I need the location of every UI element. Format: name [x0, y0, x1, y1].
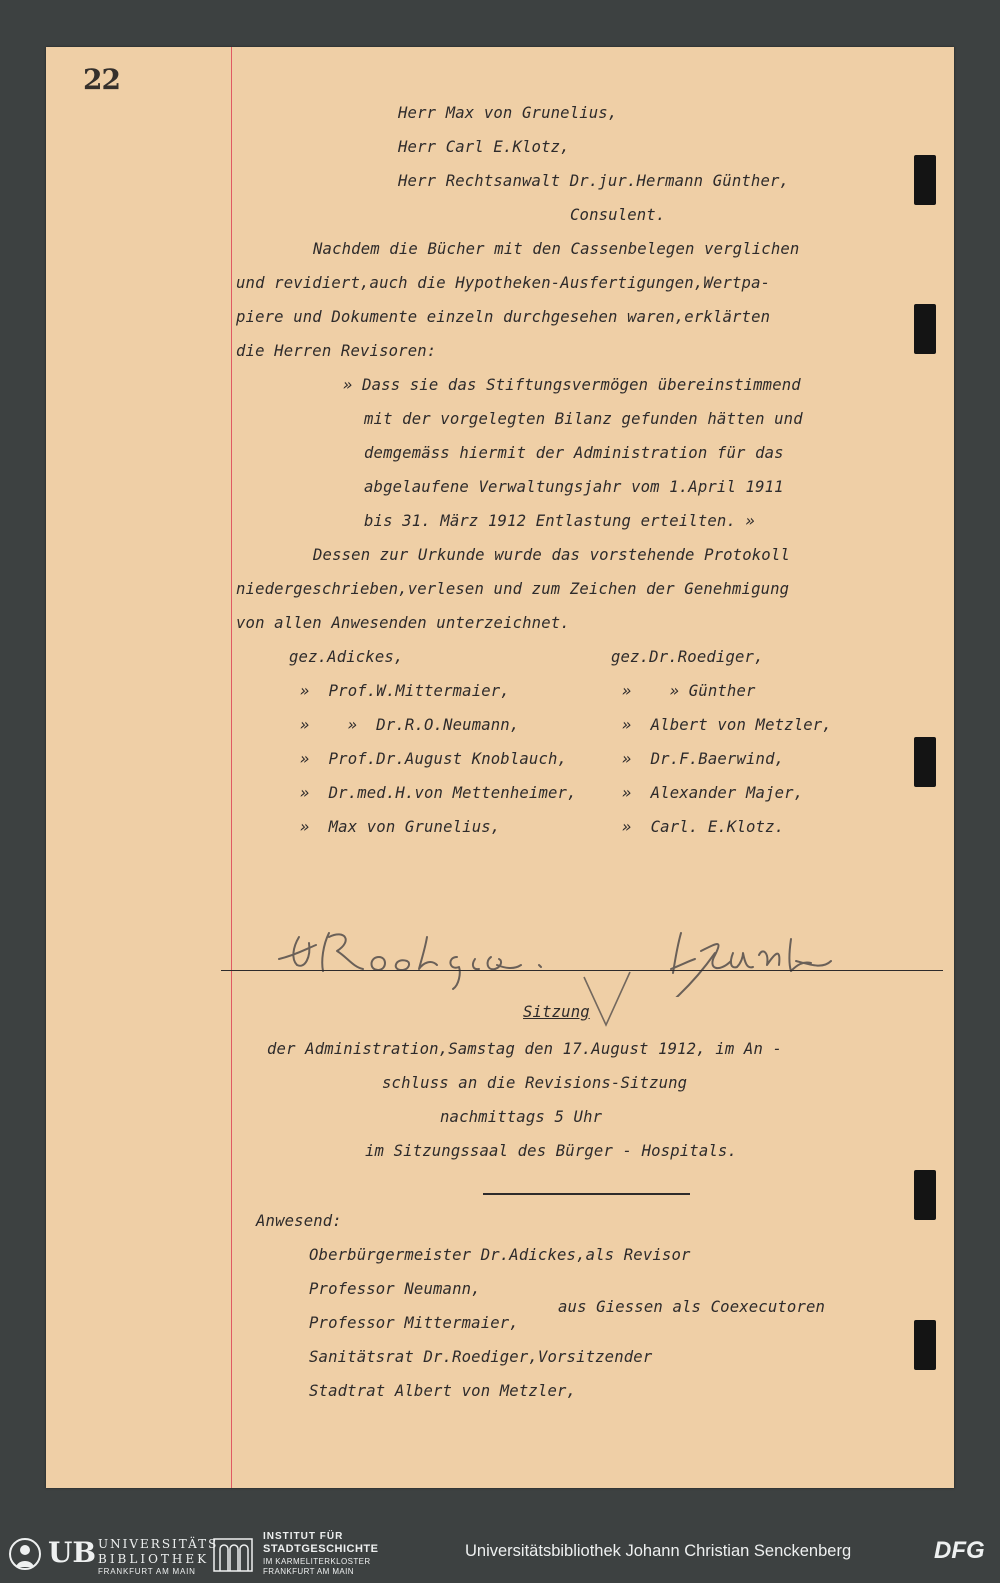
document-page: [46, 47, 954, 1488]
handwritten-signatures: [271, 877, 851, 997]
text-line: Dessen zur Urkunde wurde das vorstehende Protokoll: [313, 546, 790, 564]
signature-roediger: [279, 933, 541, 989]
signer-right: » Alexander Majer,: [622, 784, 804, 802]
institut-line: STADTGESCHICHTE: [263, 1543, 379, 1555]
session-line: nachmittags 5 Uhr: [440, 1108, 603, 1126]
library-name: Universitätsbibliothek Johann Christian Senckenberg: [465, 1542, 852, 1560]
institut-line: INSTITUT FÜR: [263, 1531, 344, 1542]
session-line: schluss an die Revisions-Sitzung: [382, 1074, 688, 1092]
institut-line: FRANKFURT AM MAIN: [263, 1567, 354, 1576]
text-line: Nachdem die Bücher mit den Cassenbelegen verglichen: [313, 240, 800, 258]
signer-left: » Max von Grunelius,: [300, 818, 501, 836]
signer-left: gez.Adickes,: [289, 648, 404, 666]
text-line: von allen Anwesenden unterzeichnet.: [236, 614, 570, 632]
text-line: niedergeschrieben,verlesen und zum Zeichen der Genehmigung: [236, 580, 790, 598]
attendee-line: Professor Mittermaier,: [309, 1314, 519, 1332]
session-heading: Sitzung: [523, 1003, 590, 1021]
text-line: Herr Max von Grunelius,: [398, 104, 618, 122]
text-line: abgelaufene Verwaltungsjahr vom 1.April 1911: [364, 478, 784, 496]
session-line: der Administration,Samstag den 17.August 1912, im An -: [267, 1040, 783, 1058]
institut-line: IM KARMELITERKLOSTER: [263, 1557, 371, 1566]
text-line: und revidiert,auch die Hypotheken-Ausfertigungen,Wertpa-: [236, 274, 771, 292]
text-line: » Dass sie das Stiftungsvermögen übereinstimmend: [343, 376, 801, 394]
institut-building-icon: [212, 1535, 254, 1573]
ub-line: FRANKFURT AM MAIN: [98, 1567, 196, 1576]
ub-seal-icon: [8, 1535, 42, 1573]
page-number: 22: [83, 63, 120, 96]
check-mark: [582, 969, 652, 1034]
attendee-line: Professor Neumann,: [309, 1280, 481, 1298]
ub-logo: UB: [48, 1536, 97, 1569]
signer-left: » Prof.W.Mittermaier,: [300, 682, 510, 700]
text-line: Herr Rechtsanwalt Dr.jur.Hermann Günther,: [398, 172, 790, 190]
margin-rule: [231, 47, 232, 1488]
signer-left: » » Dr.R.O.Neumann,: [300, 716, 520, 734]
attendees-label: Anwesend:: [256, 1212, 342, 1230]
text-line: Herr Carl E.Klotz,: [398, 138, 570, 156]
signer-right: gez.Dr.Roediger,: [611, 648, 764, 666]
signer-right: » Carl. E.Klotz.: [622, 818, 785, 836]
signer-right: » » Günther: [622, 682, 756, 700]
text-line: mit der vorgelegten Bilanz gefunden hätten und: [364, 410, 803, 428]
text-line: piere und Dokumente einzeln durchgesehen waren,erklärten: [236, 308, 771, 326]
binding-tab: [914, 304, 936, 354]
signer-right: » Dr.F.Baerwind,: [622, 750, 785, 768]
attendee-line: Oberbürgermeister Dr.Adickes,als Revisor: [309, 1246, 691, 1264]
text-line: demgemäss hiermit der Administration für das: [364, 444, 784, 462]
signer-left: » Prof.Dr.August Knoblauch,: [300, 750, 568, 768]
footer-bar: [0, 1523, 1000, 1583]
signer-right: » Albert von Metzler,: [622, 716, 832, 734]
binding-tab: [914, 1170, 936, 1220]
signer-left: » Dr.med.H.von Mettenheimer,: [300, 784, 577, 802]
binding-tab: [914, 1320, 936, 1370]
ub-line: UNIVERSITÄTS: [98, 1537, 219, 1551]
attendee-note: aus Giessen als Coexecutoren: [558, 1298, 826, 1316]
session-line: im Sitzungssaal des Bürger - Hospitals.: [365, 1142, 737, 1160]
attendee-line: Stadtrat Albert von Metzler,: [309, 1382, 577, 1400]
text-line: Consulent.: [570, 206, 666, 224]
ub-line: BIBLIOTHEK: [98, 1552, 210, 1566]
text-line: bis 31. März 1912 Entlastung erteilten. »: [364, 512, 756, 530]
short-rule: [483, 1193, 690, 1195]
dfg-logo: DFG: [934, 1537, 985, 1564]
binding-tab: [914, 737, 936, 787]
binding-tab: [914, 155, 936, 205]
attendee-line: Sanitätsrat Dr.Roediger,Vorsitzender: [309, 1348, 653, 1366]
signature-guenther: [643, 933, 831, 997]
text-line: die Herren Revisoren:: [236, 342, 437, 360]
